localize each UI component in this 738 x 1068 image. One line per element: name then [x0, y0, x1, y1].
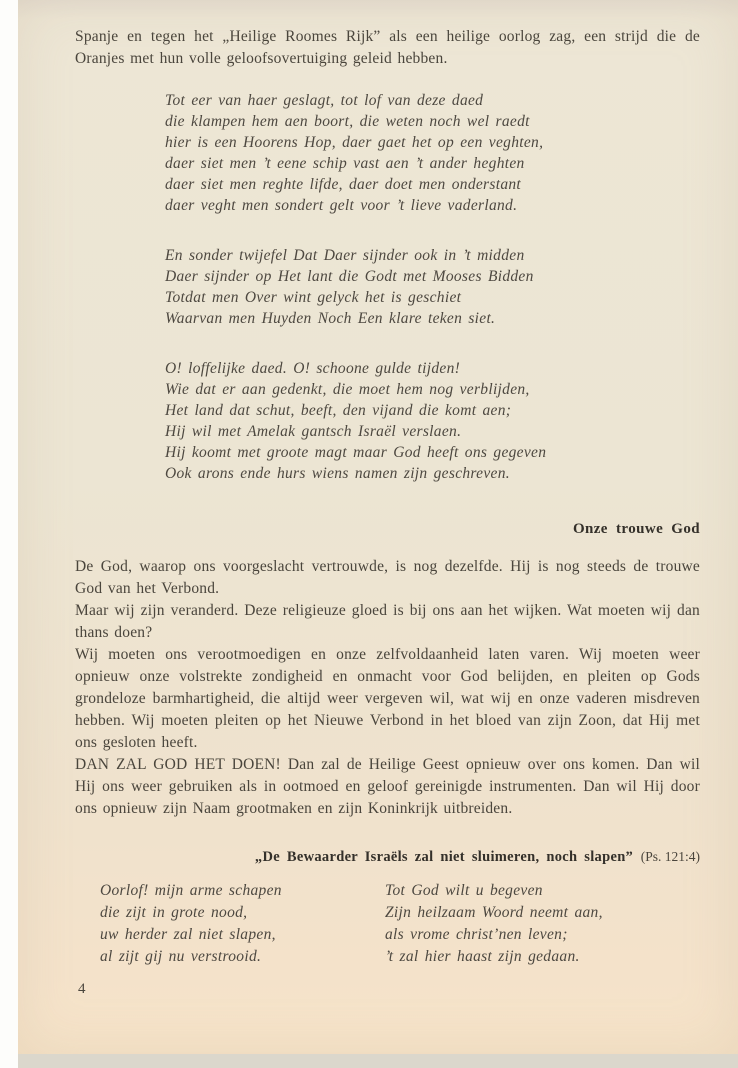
poem-line: daer veght men sondert gelt voor ’t lieve vaderland. — [165, 197, 518, 214]
poem-line: daer siet men ’t eene schip vast aen ’t ander heghten — [165, 155, 525, 172]
poem-line: Tot eer van haer geslagt, tot lof van deze daed — [165, 92, 484, 109]
paper-page — [18, 0, 738, 1054]
poem-line: die zijt in grote nood, — [100, 904, 248, 921]
poem-line: Totdat men Over wint gelyck het is geschiet — [165, 289, 462, 306]
body-paragraph-2: Maar wij zijn veranderd. Deze religieuze gloed is bij ons aan het wijken. Wat moeten wij dan thans doen? — [75, 602, 700, 641]
poem-line: Het land dat schut, beeft, den vijand die komt aen; — [165, 402, 512, 419]
poem-line: die klampen hem aen boort, die weten noch wel raedt — [165, 113, 530, 130]
poem-line: Hij koomt met groote magt maar God heeft ons gegeven — [165, 444, 547, 461]
poem-line: En sonder twijefel Dat Daer sijnder ook in ’t midden — [165, 247, 525, 264]
poem-line: hier is een Hoorens Hop, daer gaet het op een veghten, — [165, 134, 544, 151]
body-paragraph-4: DAN ZAL GOD HET DOEN! Dan zal de Heilige Geest opnieuw over ons komen. Dan wil Hij ons weer gebruiken als in ootmoed en geloof gereinigde instrumenten. Dan wil Hij door ons opnieuw zijn Naam grootmaken en zijn Koninkrijk uitbreiden. — [75, 756, 700, 817]
poem-line: O! loffelijke daed. O! schoone gulde tijden! — [165, 360, 461, 377]
poem-line: Waarvan men Huyden Noch Een klare teken siet. — [165, 310, 496, 327]
poem-line: al zijt gij nu verstrooid. — [100, 948, 262, 965]
poem-line: Ook arons ende hurs wiens namen zijn geschreven. — [165, 465, 510, 482]
body-paragraph-3: Wij moeten ons verootmoedigen en onze zelfvoldaanheid laten varen. Wij moeten weer opnieuw onze volstrekte zondigheid en onmacht voor God belijden, en pleiten op Gods grondeloze barmhartigheid, die altijd weer vergeven wil, wat wij en onze vaderen misdreven hebben. Wij moeten pleiten op het Nieuwe Verbond in het bloed van zijn Zoon, dat Hij met ons gesloten heeft. — [75, 646, 700, 751]
poem-stanza-2 — [165, 245, 700, 329]
poem-stanza-1 — [165, 90, 700, 216]
poem-line: uw herder zal niet slapen, — [100, 926, 276, 943]
poem-line: als vrome christ’nen leven; — [385, 926, 568, 943]
poem-line: Oorlof! mijn arme schapen — [100, 882, 282, 899]
section-heading: Onze trouwe God — [572, 521, 700, 537]
poem-block — [165, 90, 700, 484]
intro-paragraph: Spanje en tegen het „Heilige Roomes Rijk” als een heilige oorlog zag, een strijd die de Oranjes met hun volle geloofsovertuiging geleid hebben. — [75, 28, 700, 67]
poem-line: Zijn heilzaam Woord neemt aan, — [385, 904, 603, 921]
closing-poem — [100, 880, 700, 968]
page-content — [75, 26, 700, 1000]
poem-line: Hij wil met Amelak gantsch Israël verslaen. — [165, 423, 462, 440]
poem-line: daer siet men reghte lifde, daer doet men onderstant — [165, 176, 522, 193]
quote-reference: (Ps. 121:4) — [640, 849, 700, 864]
poem-column-left — [100, 880, 385, 968]
poem-line: Tot God wilt u begeven — [385, 882, 543, 899]
poem-line: ’t zal hier haast zijn gedaan. — [385, 948, 580, 965]
body-paragraph-1: De God, waarop ons voorgeslacht vertrouwde, is nog dezelfde. Hij is nog steeds de trouwe God van het Verbond. — [75, 558, 700, 597]
quote-heading-text: „De Bewaarder Israëls zal niet sluimeren, noch slapen” — [254, 849, 634, 865]
photo-bottom-edge — [18, 1054, 738, 1068]
poem-line: Daer sijnder op Het lant die Godt met Mooses Bidden — [165, 268, 534, 285]
poem-line: Wie dat er aan gedenkt, die moet hem nog verblijden, — [165, 381, 530, 398]
poem-column-right — [385, 880, 700, 968]
quote-heading — [75, 846, 700, 868]
page-number: 4 — [78, 981, 86, 997]
poem-stanza-3 — [165, 358, 700, 484]
